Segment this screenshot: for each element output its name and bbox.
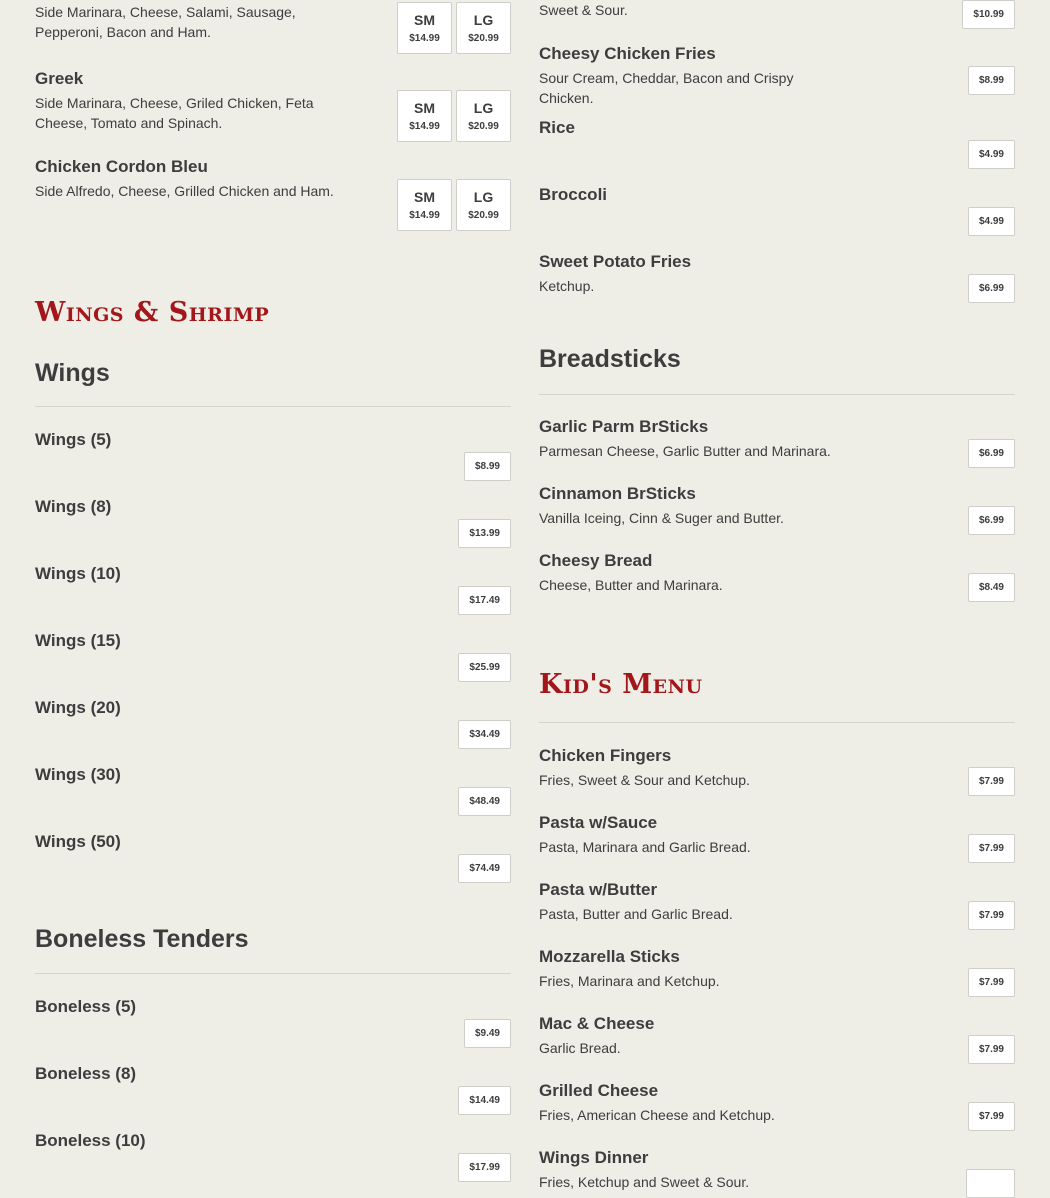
item-description: Side Alfredo, Cheese, Grilled Chicken and Ham. xyxy=(35,183,334,199)
item-name: Boneless (5) xyxy=(35,997,137,1016)
price-button[interactable]: $8.99 xyxy=(968,66,1015,95)
price-button[interactable]: $7.99 xyxy=(968,1035,1015,1064)
price-button[interactable]: $6.99 xyxy=(968,506,1015,535)
menu-item-boneless[interactable] xyxy=(35,1131,511,1177)
price-button[interactable]: $6.99 xyxy=(968,274,1015,303)
item-name: Wings Dinner xyxy=(539,1148,649,1167)
menu-item-wings[interactable] xyxy=(35,832,511,887)
item-name: Boneless (8) xyxy=(35,1064,137,1083)
menu-item-side[interactable] xyxy=(539,252,1015,307)
section-heading-boneless: Boneless Tenders xyxy=(35,925,249,953)
price-button[interactable]: $10.99 xyxy=(962,0,1015,29)
size-label: SM xyxy=(414,189,435,205)
item-name: Chicken Fingers xyxy=(539,746,672,765)
menu-item-wings[interactable] xyxy=(35,698,511,753)
item-name: Sweet Potato Fries xyxy=(539,252,692,271)
price-button[interactable]: $7.99 xyxy=(968,767,1015,796)
divider xyxy=(539,722,1015,723)
size-price: $20.99 xyxy=(468,210,499,221)
size-label: SM xyxy=(414,12,435,28)
price-button[interactable]: $14.49 xyxy=(458,1086,511,1115)
item-description: Vanilla Iceing, Cinn & Suger and Butter. xyxy=(539,510,784,526)
menu-item-wings[interactable] xyxy=(35,497,511,552)
item-description: Garlic Bread. xyxy=(539,1040,621,1056)
price-button[interactable]: $34.49 xyxy=(458,720,511,749)
menu-item-side[interactable] xyxy=(539,0,1015,28)
item-description: Fries, Ketchup and Sweet & Sour. xyxy=(539,1174,750,1190)
menu-item-kids[interactable] xyxy=(539,746,1015,801)
size-label: LG xyxy=(473,100,494,116)
price-button[interactable]: $17.99 xyxy=(458,1153,511,1182)
menu-item-breadstick[interactable] xyxy=(539,417,1015,472)
category-title: Wings & Shrimp xyxy=(35,297,270,328)
menu-item-wings[interactable] xyxy=(35,430,511,485)
item-name: Wings (10) xyxy=(35,564,121,583)
divider xyxy=(539,394,1015,395)
item-name: Wings (8) xyxy=(35,497,112,516)
item-description: Pasta, Marinara and Garlic Bread. xyxy=(539,839,751,855)
menu-item-pizza[interactable] xyxy=(35,69,511,141)
size-option-large[interactable] xyxy=(456,2,511,54)
menu-item-wings[interactable] xyxy=(35,765,511,820)
price-button[interactable]: $4.99 xyxy=(968,207,1015,236)
menu-item-breadstick[interactable] xyxy=(539,551,1015,606)
item-name: Pasta w/Butter xyxy=(539,880,658,899)
menu-item-boneless[interactable] xyxy=(35,997,511,1052)
item-name: Broccoli xyxy=(539,185,608,204)
size-price: $20.99 xyxy=(468,33,499,44)
item-name: Grilled Cheese xyxy=(539,1081,659,1100)
menu-item-kids[interactable] xyxy=(539,1014,1015,1069)
menu-item-side[interactable] xyxy=(539,44,1015,106)
item-description: Side Marinara, Cheese, Griled Chicken, Feta Cheese, Tomato and Spinach. xyxy=(35,95,314,131)
item-name: Wings (15) xyxy=(35,631,121,650)
item-name: Wings (30) xyxy=(35,765,121,784)
divider xyxy=(35,406,511,407)
section-heading-breadsticks: Breadsticks xyxy=(539,345,681,373)
item-description: Pasta, Butter and Garlic Bread. xyxy=(539,906,733,922)
menu-item-wings[interactable] xyxy=(35,631,511,686)
size-option-small[interactable] xyxy=(397,179,452,231)
price-button[interactable]: $6.99 xyxy=(968,439,1015,468)
menu-item-breadstick[interactable] xyxy=(539,484,1015,539)
price-button[interactable]: $48.49 xyxy=(458,787,511,816)
item-name: Cinnamon BrSticks xyxy=(539,484,696,503)
menu-item-kids[interactable] xyxy=(539,1081,1015,1136)
category-title: Kid's Menu xyxy=(539,669,703,700)
item-name: Wings (5) xyxy=(35,430,112,449)
item-description: Sour Cream, Cheddar, Bacon and Crispy Chicken. xyxy=(539,70,794,106)
menu-item-kids[interactable] xyxy=(539,1148,1015,1190)
price-button[interactable] xyxy=(966,1169,1015,1198)
menu-item-boneless[interactable] xyxy=(35,1064,511,1119)
item-name: Greek xyxy=(35,69,84,88)
size-option-small[interactable] xyxy=(397,2,452,54)
size-label: SM xyxy=(414,100,435,116)
item-description: Fries, American Cheese and Ketchup. xyxy=(539,1107,775,1123)
item-name: Cheesy Bread xyxy=(539,551,653,570)
size-label: LG xyxy=(473,189,494,205)
item-name: Wings (20) xyxy=(35,698,121,717)
item-name: Wings (50) xyxy=(35,832,121,851)
item-description: Ketchup. xyxy=(539,278,595,294)
menu-item-kids[interactable] xyxy=(539,813,1015,868)
item-name: Boneless (10) xyxy=(35,1131,146,1150)
size-price: $14.99 xyxy=(409,210,440,221)
divider xyxy=(35,973,511,974)
price-button[interactable]: $17.49 xyxy=(458,586,511,615)
item-name: Cheesy Chicken Fries xyxy=(539,44,716,63)
menu-item-wings[interactable] xyxy=(35,564,511,619)
item-name: Pasta w/Sauce xyxy=(539,813,658,832)
menu-item-side[interactable] xyxy=(539,118,1015,173)
price-button[interactable]: $7.99 xyxy=(968,968,1015,997)
item-name: Chicken Cordon Bleu xyxy=(35,157,208,176)
item-name: Mac & Cheese xyxy=(539,1014,655,1033)
item-description: Fries, Sweet & Sour and Ketchup. xyxy=(539,772,750,788)
price-button[interactable]: $13.99 xyxy=(458,519,511,548)
item-description: Cheese, Butter and Marinara. xyxy=(539,577,723,593)
size-price: $14.99 xyxy=(409,33,440,44)
menu-item-kids[interactable] xyxy=(539,880,1015,935)
size-price: $14.99 xyxy=(409,121,440,132)
item-description: Sweet & Sour. xyxy=(539,2,628,18)
price-button[interactable]: $7.99 xyxy=(968,834,1015,863)
price-button[interactable]: $7.99 xyxy=(968,901,1015,930)
size-option-small[interactable] xyxy=(397,90,452,142)
size-label: LG xyxy=(473,12,494,28)
menu-item-pizza[interactable] xyxy=(35,0,511,50)
item-name: Rice xyxy=(539,118,575,137)
price-button[interactable]: $7.99 xyxy=(968,1102,1015,1131)
item-description: Parmesan Cheese, Garlic Butter and Marinara. xyxy=(539,443,831,459)
price-button[interactable]: $25.99 xyxy=(458,653,511,682)
price-button[interactable]: $74.49 xyxy=(458,854,511,883)
menu-item-side[interactable] xyxy=(539,185,1015,240)
item-name: Garlic Parm BrSticks xyxy=(539,417,709,436)
menu-item-pizza[interactable] xyxy=(35,157,511,229)
price-button[interactable]: $8.49 xyxy=(968,573,1015,602)
price-button[interactable]: $8.99 xyxy=(464,452,511,481)
price-button[interactable]: $4.99 xyxy=(968,140,1015,169)
item-description: Fries, Marinara and Ketchup. xyxy=(539,973,720,989)
size-price: $20.99 xyxy=(468,121,499,132)
section-heading-wings: Wings xyxy=(35,359,110,387)
menu-item-kids[interactable] xyxy=(539,947,1015,1002)
price-button[interactable]: $9.49 xyxy=(464,1019,511,1048)
size-option-large[interactable] xyxy=(456,90,511,142)
size-option-large[interactable] xyxy=(456,179,511,231)
item-description: Side Marinara, Cheese, Salami, Sausage, Pepperoni, Bacon and Ham. xyxy=(35,4,296,40)
item-name: Mozzarella Sticks xyxy=(539,947,680,966)
